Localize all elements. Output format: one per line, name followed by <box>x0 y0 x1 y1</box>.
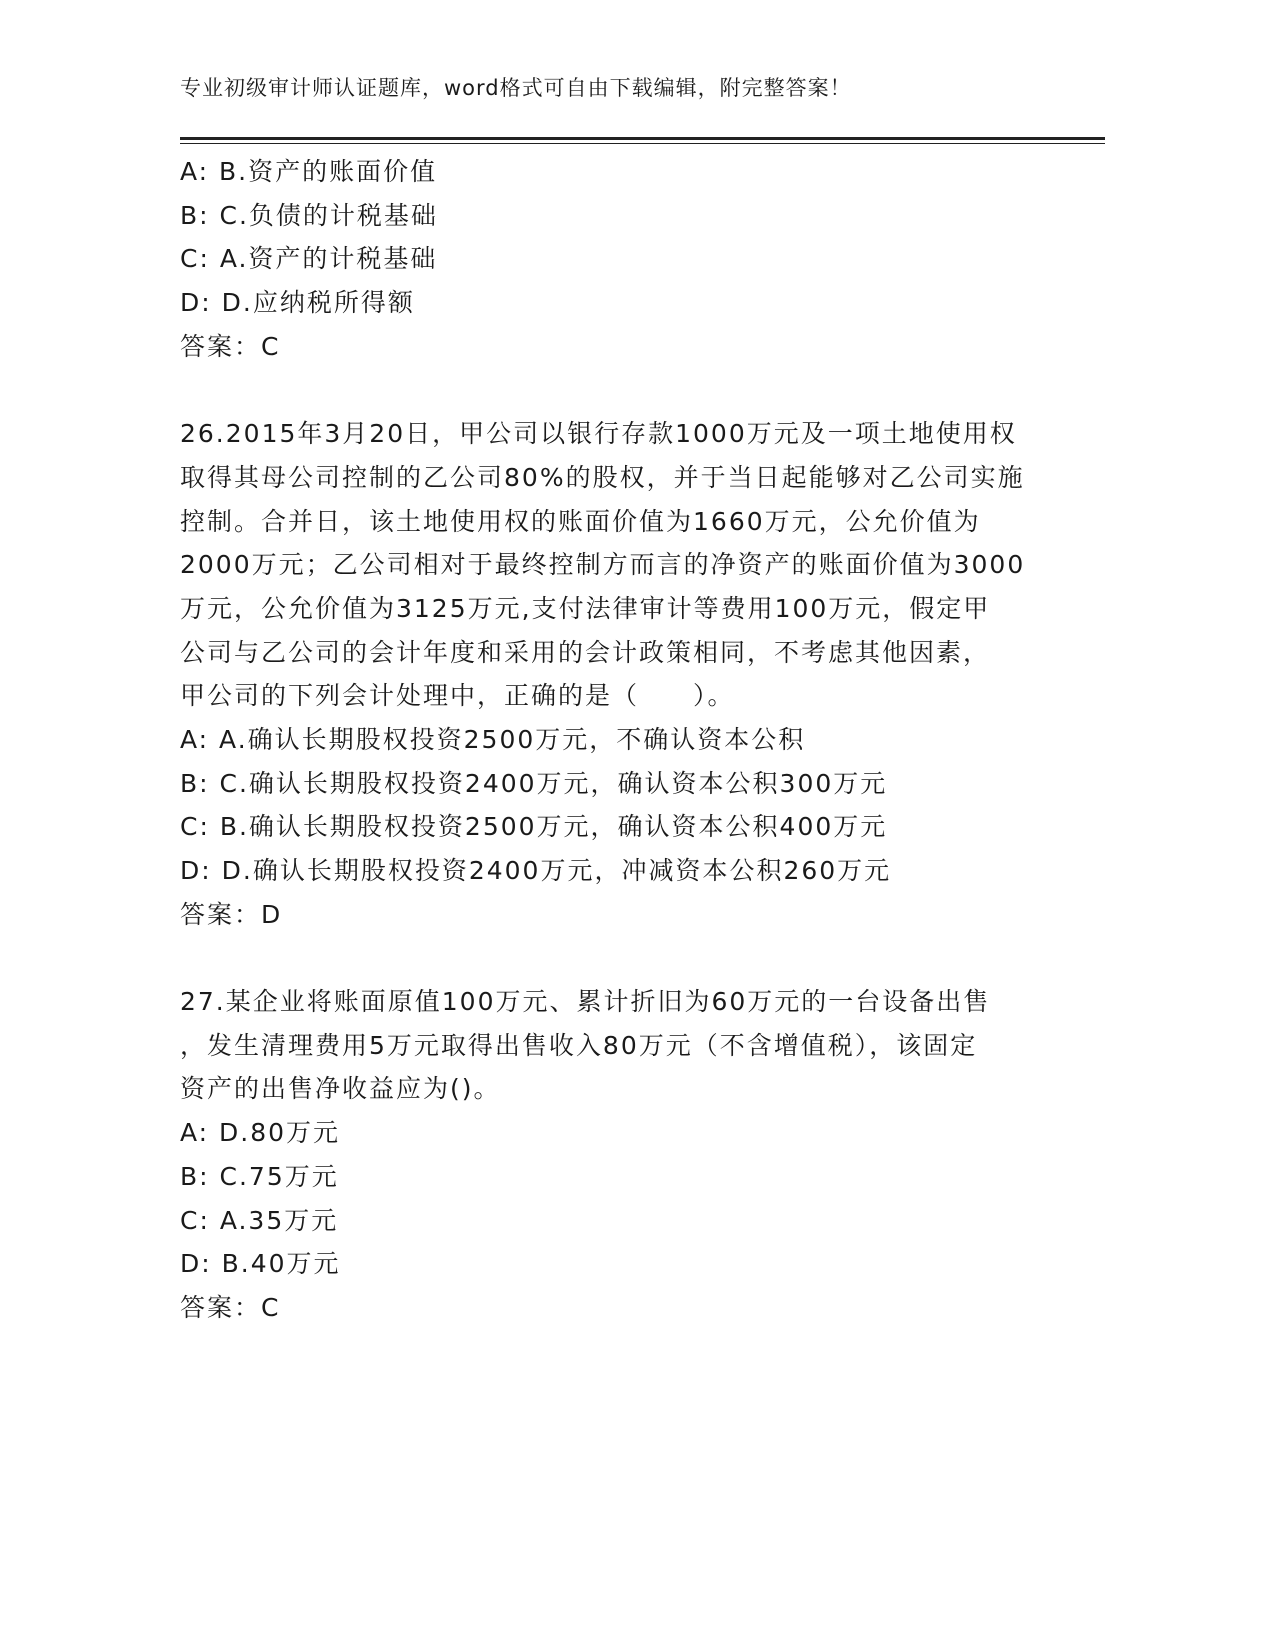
question-text-line: 27.某企业将账面原值100万元、累计折旧为60万元的一台设备出售 <box>180 987 991 1017</box>
answer-key: 答案：C <box>180 331 281 361</box>
question-text-line: 取得其母公司控制的乙公司80%的股权，并于当日起能够对乙公司实施 <box>180 462 1025 492</box>
question-text-line: 公司与乙公司的会计年度和采用的会计政策相同，不考虑其他因素， <box>180 637 991 667</box>
block-spacer <box>180 936 1060 980</box>
answer-option: C: A.资产的计税基础 <box>180 244 438 274</box>
question-text-line: 2000万元；乙公司相对于最终控制方而言的净资产的账面价值为3000 <box>180 550 1026 580</box>
answer-key: 答案：D <box>180 899 283 929</box>
question-block <box>180 980 1060 1330</box>
question-block <box>180 150 1060 368</box>
page-header: 专业初级审计师认证题库，word格式可自由下载编辑，附完整答案！ <box>180 76 852 100</box>
block-spacer <box>180 368 1060 412</box>
answer-option: A: B.资产的账面价值 <box>180 157 438 186</box>
answer-option: B: C.确认长期股权投资2400万元，确认资本公积300万元 <box>180 768 888 798</box>
question-text-line: 资产的出售净收益应为()。 <box>180 1074 501 1104</box>
answer-option: B: C.75万元 <box>180 1161 339 1191</box>
answer-key: 答案：C <box>180 1292 281 1322</box>
question-text-line: 控制。合并日，该土地使用权的账面价值为1660万元，公允价值为 <box>180 506 981 536</box>
answer-option: D: D.应纳税所得额 <box>180 288 415 318</box>
answer-option: A: A.确认长期股权投资2500万元，不确认资本公积 <box>180 724 806 754</box>
question-content <box>180 150 1060 1330</box>
question-text-line: ，发生清理费用5万元取得出售收入80万元（不含增值税），该固定 <box>180 1030 978 1060</box>
answer-option: D: B.40万元 <box>180 1249 341 1279</box>
question-text-line: 甲公司的下列会计处理中，正确的是（ ）。 <box>180 681 735 711</box>
header-rule-thick <box>180 137 1105 140</box>
answer-option: C: A.35万元 <box>180 1205 339 1235</box>
answer-option: A: D.80万元 <box>180 1118 341 1148</box>
answer-option: D: D.确认长期股权投资2400万元，冲减资本公积260万元 <box>180 856 892 885</box>
question-block <box>180 412 1060 936</box>
question-text-line: 26.2015年3月20日，甲公司以银行存款1000万元及一项土地使用权 <box>180 419 1017 449</box>
answer-option: C: B.确认长期股权投资2500万元，确认资本公积400万元 <box>180 812 888 842</box>
answer-option: B: C.负债的计税基础 <box>180 200 438 230</box>
header-rule-thin <box>180 143 1105 144</box>
question-text-line: 万元，公允价值为3125万元,支付法律审计等费用100万元，假定甲 <box>180 593 991 623</box>
